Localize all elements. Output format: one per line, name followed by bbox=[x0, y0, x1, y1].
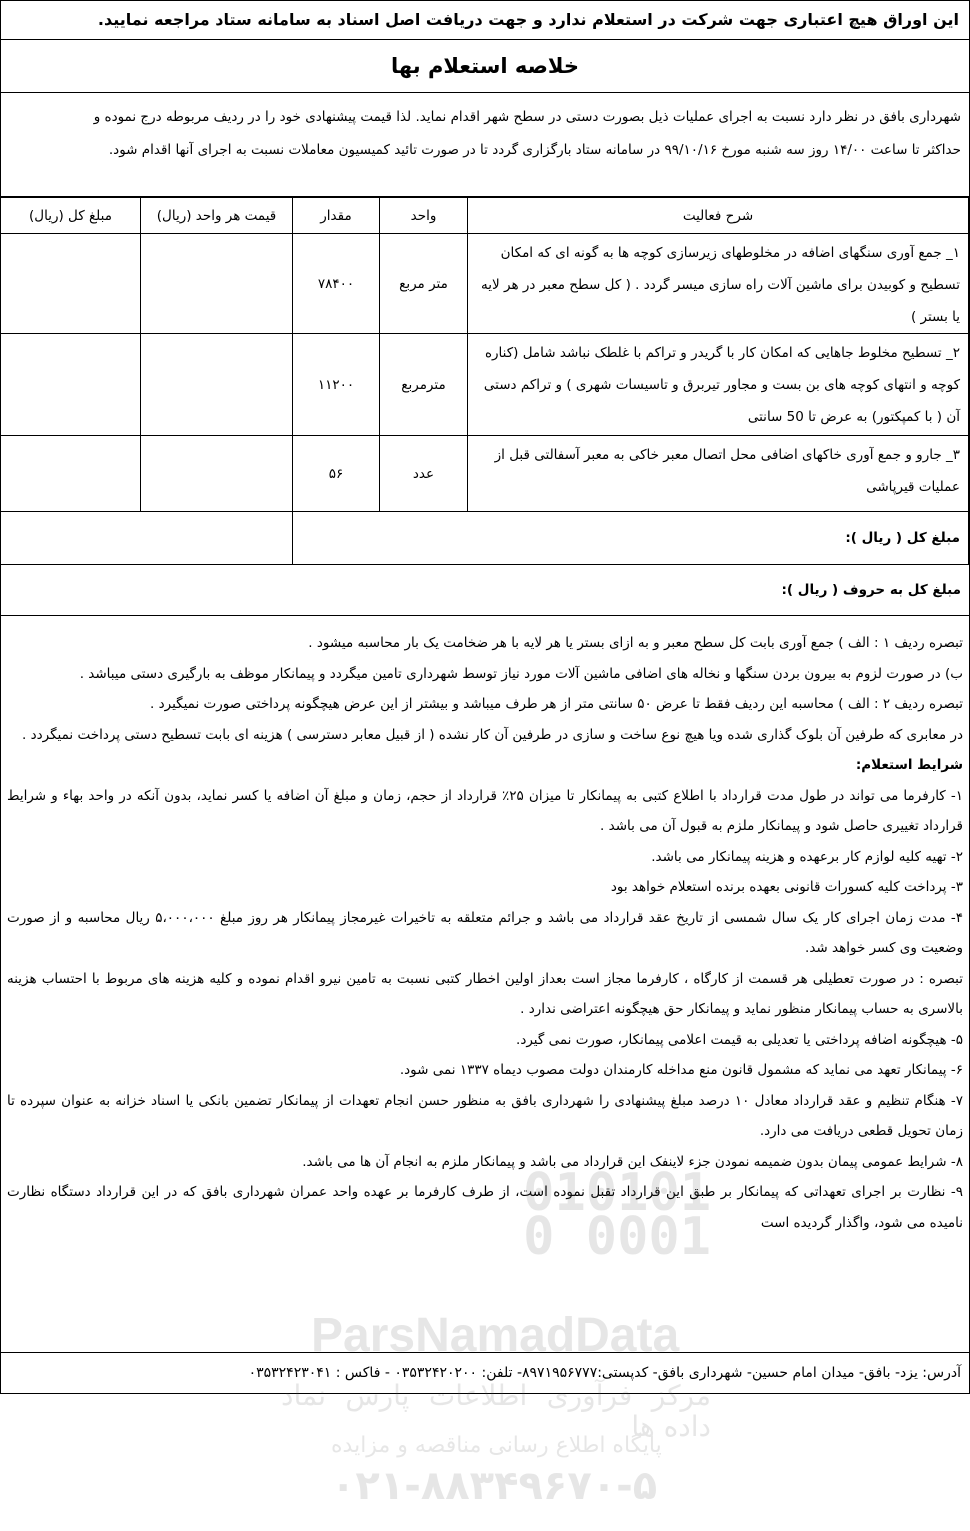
condition-item: ۷- هنگام تنظیم و عقد قرارداد معادل ۱۰ درصد مبلغ پیشنهادی را شهرداری بافق به منظور حسن انجام تعهدات از پیمانکار تضمین بانکی یا اسناد خزانه به عنوان سپرده تا زمان تحویل قطعی دریافت می دارد. bbox=[7, 1092, 963, 1139]
note-item: ب) در صورت لزوم به بیرون بردن سنگها و نخاله های اضافی ماشین آلات مورد نیاز توسط شهرداری تامین میگردد و پیمانکار موظف به بارگیری دستی میباشد . bbox=[79, 665, 963, 682]
header-activity: شرح فعالیت bbox=[468, 198, 969, 234]
row-2-total-cell bbox=[1, 334, 141, 436]
disclaimer-notice: این اوراق هیچ اعتباری جهت شرکت در استعلام ندارد و جهت دریافت اصل اسناد به سامانه ستاد مراجعه نمایید. bbox=[1, 1, 969, 40]
row-1-total-cell bbox=[1, 234, 141, 334]
condition-item: ۳- پرداخت کلیه کسورات قانونی بعهده برنده استعلام خواهد بود bbox=[610, 879, 963, 895]
table-row bbox=[1, 334, 969, 436]
row-1-quantity: ۷۸۴۰۰ bbox=[293, 234, 380, 334]
header-quantity: مقدار bbox=[293, 198, 380, 234]
table-row bbox=[1, 436, 969, 512]
watermark-digits: 010101 0001 0 bbox=[523, 1163, 711, 1267]
condition-item: ۶- پیمانکار تعهد می نماید که مشمول قانون منع مداخله کارمندان دولت مصوب دیماه ۱۳۳۷ نمی شود. bbox=[399, 1062, 963, 1078]
table-header-row bbox=[1, 198, 969, 234]
row-2-unit-price-cell bbox=[141, 334, 293, 436]
intro-line-1: شهرداری بافق در نظر دارد نسبت به اجرای عملیات ذیل بصورت دستی در سطح شهر اقدام نماید. لذا قیمت پیشنهادی خود را در ردیف مربوطه درج نموده و bbox=[93, 109, 961, 125]
watermark-line-1: مرکز فرآوری اطلاعات پارس نماد داده ها bbox=[281, 1379, 711, 1443]
watermark-line-2: پایگاه اطلاع رسانی مناقصه و مزایده bbox=[331, 1433, 662, 1458]
condition-item: ۹- نظارت بر اجرای تعهداتی که پیمانکار بر طبق این قرارداد تقبل نموده است، از طرف کارفرما بر عهده واحد عمران شهرداری بافق که در این قرارداد دستگاه نظارت نامیده می شود، واگذار گردیده است bbox=[7, 1184, 963, 1231]
row-1-unit-price-cell bbox=[141, 234, 293, 334]
note-item: در معابری که طرفین آن بلوک گذاری شده ویا هیچ نوع ساخت و سازی در طرفین آن کار نشده ( از قبیل معابر دسترسی ) هزینه ای بابت تسطیح دستی پرداخت نمیگردد . bbox=[22, 726, 963, 743]
condition-item: ۱- کارفرما می تواند در طول مدت قرارداد با اطلاع کتبی به پیمانکار تا میزان ۲۵٪ قرارداد از حجم، زمان و مبلغ آن اضافه یا کسر نماید، بدون آنکه در واحد بهاء و شرایط قرارداد تغییری حاصل شود و پیمانکار ملزم به قبول آن می باشد . bbox=[7, 787, 963, 834]
row-2-activity: ۲_ تسطیح مخلوط جاهایی که امکان کار با گریدر و تراکم با غلطک نباشد شامل (کناره کوچه و انتهای کوچه های بن بست و مجاور تیربرق و تاسیسات شهری ) و تراکم دستی آن ( با کمپکتور) به عرض تا 50 سانتی bbox=[468, 334, 969, 436]
row-3-unit-price-cell bbox=[141, 436, 293, 512]
condition-item: تبصره : در صورت تعطیلی هر قسمت از کارگاه ، کارفرما مجاز است بعداز اولین اخطار کتبی نسبت به تامین نیرو اقدام نموده و کلیه هزینه های مربوط با احتساب هزینه بالاسری به حساب پیمانکار منظور نماید و پیمانکار حق هیچگونه اعتراضی ندارد . bbox=[7, 970, 963, 1017]
row-2-quantity: ۱۱۲۰۰ bbox=[293, 334, 380, 436]
watermark-brand: ParsNamadData bbox=[311, 1309, 680, 1362]
header-unit: واحد bbox=[380, 198, 468, 234]
header-unit-price: قیمت هر واحد (ریال) bbox=[141, 198, 293, 234]
condition-item: ۵- هیچگونه اضافه پرداختی یا تعدیلی به قیمت اعلامی پیمانکار، صورت نمی گیرد. bbox=[516, 1031, 963, 1048]
total-row bbox=[1, 512, 969, 565]
note-item: تبصره ردیف ۲ : الف ) محاسبه این ردیف فقط تا عرض ۵۰ سانتی متر از هر طرف میباشد و بیشتر از این عرض هیچگونه پرداختی صورت نمیگیرد . bbox=[150, 696, 963, 712]
intro-line-2: حداکثر تا ساعت ۱۴/۰۰ روز سه شنبه مورخ ۹۹/۱۰/۱۶ در سامانه ستاد بارگزاری گردد تا در صورت تائید کمیسیون معاملات نسبت به اجرای آنها اقدام شود. bbox=[108, 142, 961, 158]
row-1-unit: متر مربع bbox=[380, 234, 468, 334]
row-3-total-cell bbox=[1, 436, 141, 512]
header-total: مبلغ کل (ریال) bbox=[1, 198, 141, 234]
total-amount-cell bbox=[1, 512, 293, 565]
price-table bbox=[0, 197, 969, 565]
row-1-activity: ۱_ جمع آوری سنگهای اضافه در مخلوطهای زیرسازی کوچه ها به گونه ای که امکان تسطیح و کوبیدن برای ماشین آلات راه سازی میسر گردد . ( کل سطح معبر در هر لایه یا بستر ) bbox=[468, 234, 969, 334]
table-row bbox=[1, 234, 969, 334]
watermark-phone: ۰۲۱-۸۸۳۴۹۶۷۰-۵ bbox=[331, 1463, 658, 1509]
row-2-unit: مترمربع bbox=[380, 334, 468, 436]
condition-item: ۴- مدت زمان اجرای کار یک سال شمسی از تاریخ عقد قرارداد می باشد و جرائم متعلقه به تاخیرات غیرمجاز پیمانکار هر روز مبلغ ۵،۰۰۰،۰۰۰ ریال محاسبه و از صورت وضعیت وی کسر خواهد شد. bbox=[7, 909, 963, 956]
document-title: خلاصه استعلام بها bbox=[1, 40, 969, 93]
row-3-quantity: ۵۶ bbox=[293, 436, 380, 512]
condition-item: ۲- تهیه کلیه لوازم کار برعهده و هزینه پیمانکار می باشد. bbox=[651, 848, 963, 865]
note-item: تبصره ردیف ۱ : الف ) جمع آوری بابت کل سطح معبر و به ازای بستر یا هر لایه با هر ضخامت یک بار محاسبه میشود . bbox=[308, 635, 963, 651]
total-in-words-label: مبلغ کل به حروف ( ریال ): bbox=[1, 565, 969, 616]
conditions-title: شرایط استعلام: bbox=[855, 757, 963, 773]
row-3-unit: عدد bbox=[380, 436, 468, 512]
intro-paragraph bbox=[1, 93, 969, 197]
footer-address: آدرس: یزد- بافق- میدان امام حسین- شهرداری بافق- کدپستی:۸۹۷۱۹۵۶۷۷۷- تلفن: ۰۳۵۳۲۴۲۰۲۰۰ - فاکس : ۰۳۵۳۲۴۲۳۰۴۱ bbox=[1, 1352, 969, 1393]
total-amount-label: مبلغ کل ( ریال ): bbox=[293, 512, 969, 565]
row-3-activity: ۳_ جارو و جمع آوری خاکهای اضافی محل اتصال معبر خاکی به معبر آسفالتی قبل از عملیات قیرپاشی bbox=[468, 436, 969, 512]
condition-item: ۸- شرایط عمومی پیمان بدون ضمیمه نمودن جزء لاینفک این قرارداد می باشد و پیمانکار ملزم به انجام آن ها می باشد. bbox=[302, 1153, 963, 1170]
